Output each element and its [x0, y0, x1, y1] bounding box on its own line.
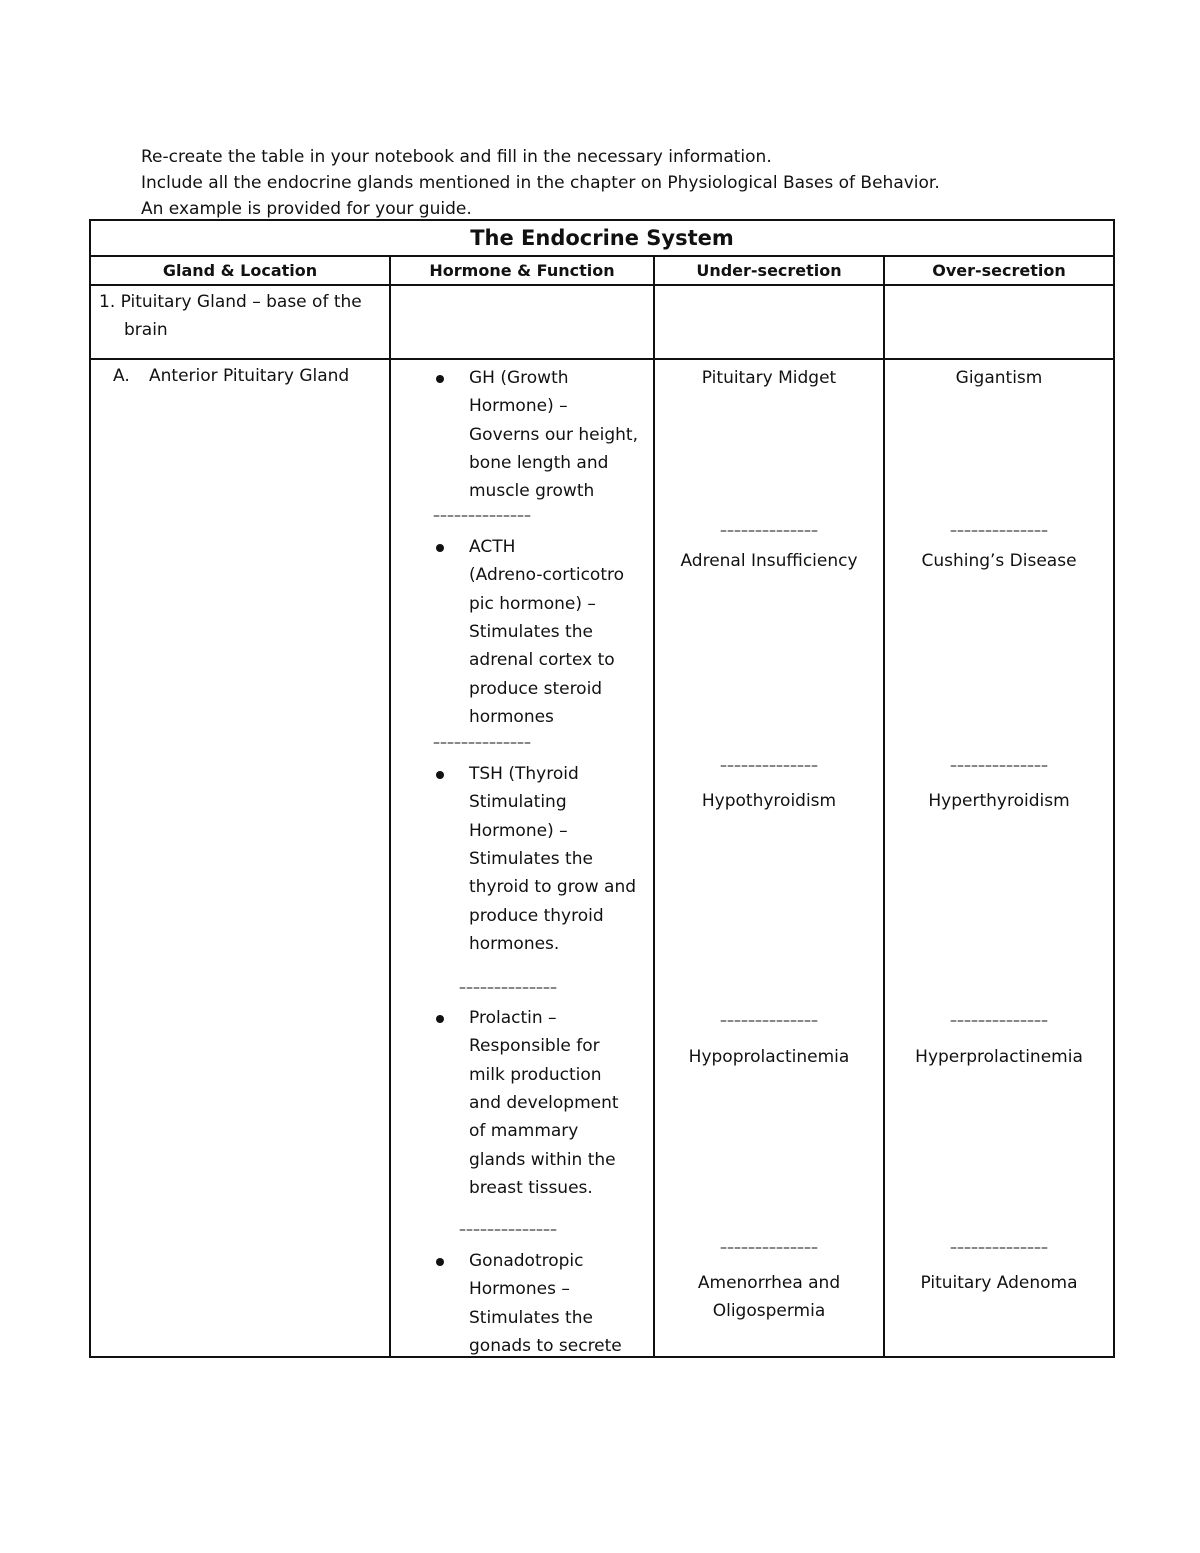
gland-name: Anterior Pituitary Gland — [149, 366, 350, 386]
separator-line: –––––––––––––– — [433, 508, 531, 524]
over-secretion-text: Hyperprolactinemia — [915, 1047, 1083, 1067]
separator-line: –––––––––––––– — [950, 758, 1048, 774]
over-secretion-text: Gigantism — [955, 368, 1043, 388]
under-secretion-text: Oligospermia — [712, 1301, 826, 1321]
over-secretion-text: Hyperthyroidism — [928, 791, 1070, 811]
bullet-icon — [436, 375, 444, 383]
hormone-text-line: Stimulating — [469, 792, 567, 813]
separator-line: –––––––––––––– — [720, 1240, 818, 1256]
bullet-icon — [436, 544, 444, 552]
hormone-text-line: ACTH — [469, 537, 516, 557]
under-secretion-text: Hypoprolactinemia — [688, 1047, 850, 1067]
header-over-secretion: Over-secretion — [884, 256, 1114, 285]
hormone-text-line: breast tissues. — [469, 1177, 593, 1198]
under-secretion-text: Adrenal Insufficiency — [680, 551, 858, 571]
header-under-secretion: Under-secretion — [654, 256, 884, 285]
over-secretion-cell — [884, 359, 1114, 1357]
hormone-text-line: pic hormone) – — [469, 593, 596, 614]
hormone-text-line: hormones. — [469, 933, 560, 954]
hormone-text-line: (Adreno-corticotro — [469, 565, 625, 586]
hormone-list — [391, 360, 653, 1356]
instruction-line-2: Include all the endocrine glands mentioned in the chapter on Physiological Bases of Behavior. — [141, 173, 940, 193]
gland-cell-anterior-pituitary — [90, 359, 390, 1357]
gland-text-line: 1. Pituitary Gland – base of the — [99, 292, 362, 312]
hormone-text-line: Hormone) – — [469, 396, 568, 417]
empty-cell — [390, 285, 654, 359]
instruction-line-3: An example is provided for your guide. — [141, 199, 472, 219]
separator-line: –––––––––––––– — [720, 523, 818, 539]
hormone-text-line: and development — [469, 1092, 619, 1113]
separator-line: –––––––––––––– — [433, 735, 531, 751]
endocrine-table — [89, 219, 1115, 1358]
hormone-text-line: Governs our height, — [469, 424, 638, 445]
under-secretion-text: Pituitary Midget — [701, 368, 837, 388]
over-secretion-list — [885, 360, 1113, 1356]
separator-line: –––––––––––––– — [720, 1013, 818, 1029]
hormone-text-line: milk production — [469, 1064, 602, 1085]
under-secretion-text: Hypothyroidism — [701, 791, 837, 811]
gland-cell-pituitary — [90, 285, 390, 359]
under-secretion-text: Amenorrhea and — [697, 1273, 841, 1293]
separator-line: –––––––––––––– — [950, 1013, 1048, 1029]
instruction-line-1: Re-create the table in your notebook and fill in the necessary information. — [141, 147, 772, 167]
bullet-icon — [436, 771, 444, 779]
hormone-text-line: Hormone) – — [469, 820, 568, 841]
hormone-text-line: glands within the — [469, 1149, 616, 1170]
separator-line: –––––––––––––– — [459, 1222, 557, 1238]
gland-letter: A. — [113, 366, 130, 386]
hormone-text-line: gonads to secrete — [469, 1335, 622, 1356]
hormone-text-line: Prolactin – — [469, 1008, 557, 1028]
header-hormone-function: Hormone & Function — [390, 256, 654, 285]
separator-line: –––––––––––––– — [459, 980, 557, 996]
table-row — [90, 285, 1114, 359]
hormone-text-line: Hormones – — [469, 1279, 570, 1300]
hormone-text-line: produce thyroid — [469, 905, 604, 926]
hormone-text-line: Responsible for — [469, 1036, 600, 1057]
under-secretion-list — [655, 360, 883, 1356]
hormone-text-line: adrenal cortex to — [469, 650, 615, 671]
instructions — [141, 144, 1121, 222]
separator-line: –––––––––––––– — [950, 1240, 1048, 1256]
hormone-text-line: thyroid to grow and — [469, 877, 637, 898]
over-secretion-text: Pituitary Adenoma — [920, 1273, 1078, 1293]
table-row — [90, 359, 1114, 1357]
hormone-text-line: Stimulates the — [469, 1307, 593, 1328]
bullet-icon — [436, 1015, 444, 1023]
empty-cell — [654, 285, 884, 359]
hormone-text-line: bone length and — [469, 452, 609, 473]
hormone-text-line: muscle growth — [469, 481, 595, 502]
under-secretion-cell — [654, 359, 884, 1357]
hormone-text-line: produce steroid — [469, 678, 603, 699]
gland-anterior-label — [113, 366, 349, 386]
gland-text-line: brain — [124, 320, 168, 340]
separator-line: –––––––––––––– — [720, 758, 818, 774]
hormone-text-line: Stimulates the — [469, 848, 593, 869]
separator-line: –––––––––––––– — [950, 523, 1048, 539]
table-title: The Endocrine System — [90, 220, 1114, 256]
hormone-text-line: Stimulates the — [469, 621, 593, 642]
hormone-text-line: of mammary — [469, 1121, 579, 1142]
hormone-text-line: hormones — [469, 706, 554, 727]
bullet-icon — [436, 1258, 444, 1266]
empty-cell — [884, 285, 1114, 359]
hormone-text-line: TSH (Thyroid — [469, 764, 579, 784]
over-secretion-text: Cushing’s Disease — [921, 551, 1077, 571]
header-gland-location: Gland & Location — [90, 256, 390, 285]
hormone-text-line: Gonadotropic — [469, 1251, 584, 1271]
hormone-function-cell — [390, 359, 654, 1357]
hormone-text-line: GH (Growth — [469, 368, 569, 388]
